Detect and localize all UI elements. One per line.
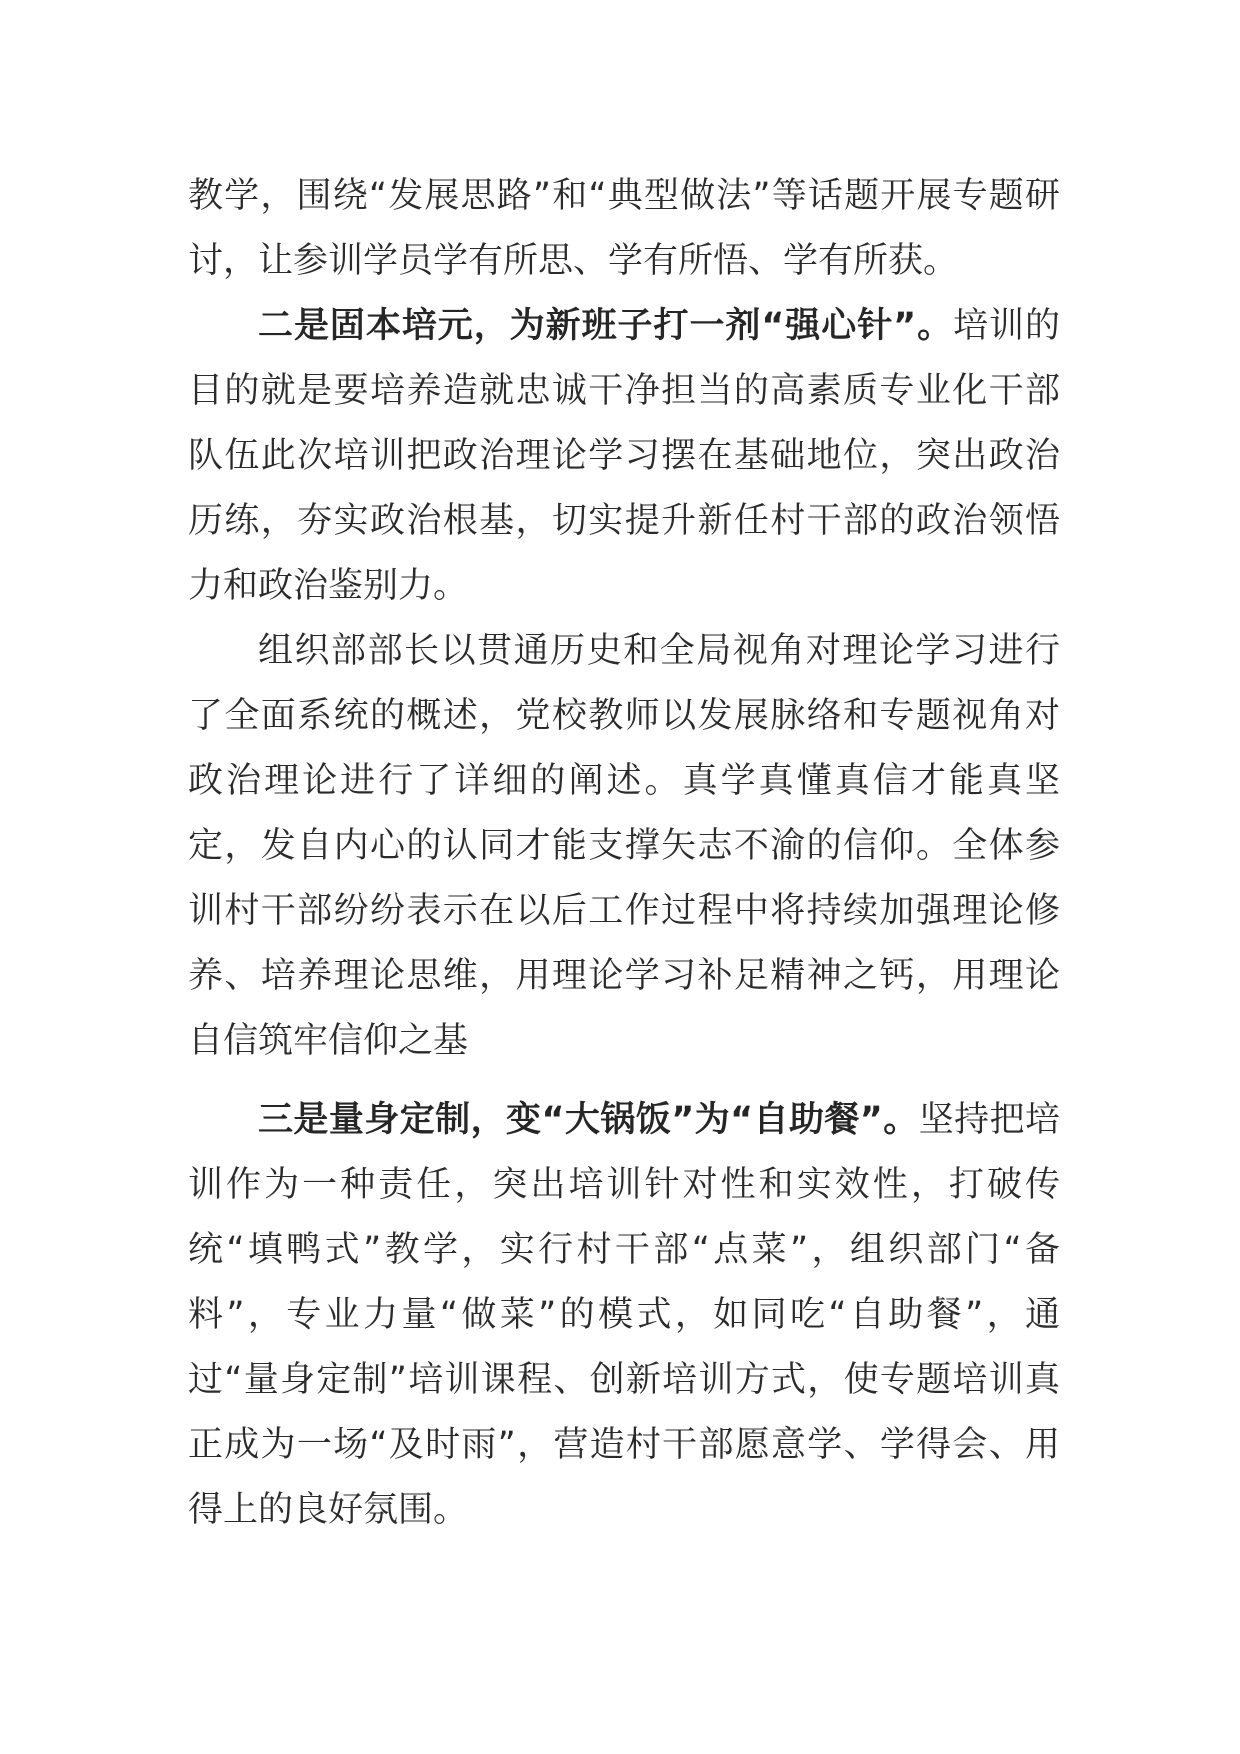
- paragraph-1-text: 教学，围绕“发展思路”和“典型做法”等话题开展专题研讨，让参训学员学有所思、学有所悟、学有所获。: [188, 176, 1060, 281]
- paragraph-4-lead: 三是量身定制，变“大锅饭”为“自助餐”。: [258, 1100, 919, 1140]
- paragraph-1: [188, 164, 1060, 294]
- paragraph-2-lead: 二是固本培元，为新班子打一剂“强心针”。: [258, 306, 954, 346]
- paragraph-3-text: 组织部部长以贯通历史和全局视角对理论学习进行了全面系统的概述，党校教师以发展脉络和专题视角对政治理论进行了详细的阐述。真学真懂真信才能真坚定，发自内心的认同才能支撑矢志不渝的信仰。全体参训村干部纷纷表示在以后工作过程中将持续加强理论修养、培养理论思维，用理论学习补足精神之钙，用理论自信筑牢信仰之基: [188, 631, 1060, 1061]
- paragraph-4: [188, 1088, 1060, 1543]
- paragraph-3: [188, 619, 1060, 1074]
- paragraph-2: [188, 294, 1060, 619]
- paragraph-4-text: 坚持把培训作为一种责任，突出培训针对性和实效性，打破传统“填鸭式”教学，实行村干部“点菜”，组织部门“备料”，专业力量“做菜”的模式，如同吃“自助餐”，通过“量身定制”培训课程、创新培训方式，使专题培训真正成为一场“及时雨”，营造村干部愿意学、学得会、用得上的良好氛围。: [188, 1100, 1060, 1530]
- document-body: [188, 164, 1060, 1543]
- paragraph-2-text: 培训的目的就是要培养造就忠诚干净担当的高素质专业化干部队伍此次培训把政治理论学习摆在基础地位，突出政治历练，夯实政治根基，切实提升新任村干部的政治领悟力和政治鉴别力。: [188, 306, 1060, 606]
